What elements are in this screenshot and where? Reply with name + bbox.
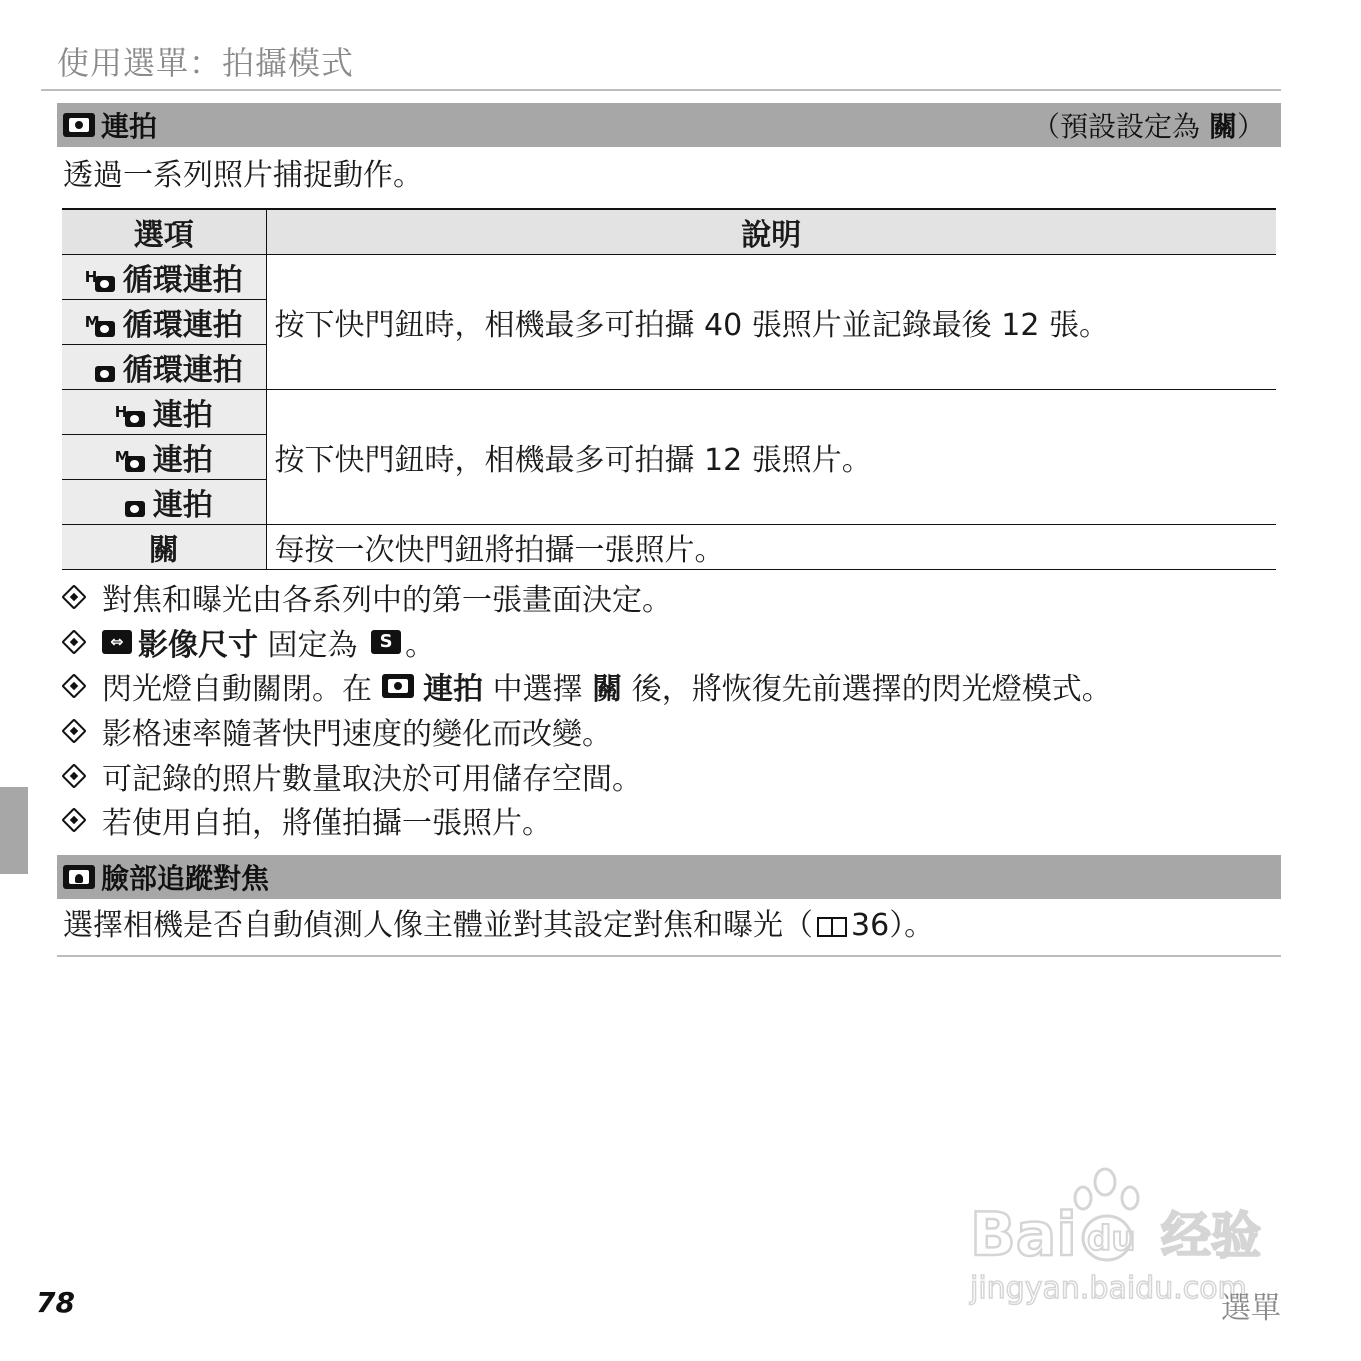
burst-m-icon: M xyxy=(115,450,145,472)
note-bullet-icon xyxy=(64,632,84,652)
watermark-du: du xyxy=(1087,1219,1136,1259)
option-cell: 關 xyxy=(62,525,266,570)
face-detection-description: 選擇相機是否自動偵測人像主體並對其設定對焦和曝光（ 36）。 xyxy=(63,908,935,943)
side-tab-marker xyxy=(0,787,28,874)
note-item: 影格速率隨著快門速度的變化而改變。 xyxy=(64,709,1112,754)
burst-h-icon: H xyxy=(115,405,145,427)
page-header-title: 使用選單：拍攝模式 xyxy=(57,44,355,82)
option-cell: M 循環連拍 xyxy=(62,300,266,345)
continuous-options-table xyxy=(62,208,1276,570)
size-s-icon: S xyxy=(371,630,401,654)
table-row xyxy=(62,525,1276,570)
table-header-row xyxy=(62,209,1276,255)
note-bullet-icon xyxy=(64,766,84,786)
description-cell: 按下快門鈕時，相機最多可拍攝 40 張照片並記錄最後 12 張。 xyxy=(266,255,1276,390)
face-detection-section-title: 臉部追蹤對焦 xyxy=(101,862,270,895)
face-detection-section-bar xyxy=(57,855,1281,899)
continuous-section-bar xyxy=(57,103,1281,147)
continuous-default-setting: （預設設定為 關） xyxy=(1032,110,1265,143)
header-divider xyxy=(41,89,1281,91)
watermark-bai: Bai xyxy=(970,1200,1077,1270)
loop-burst-h-icon: H xyxy=(85,270,115,292)
loop-burst-m-icon: M xyxy=(85,315,115,337)
continuous-section-title: 連拍 xyxy=(101,110,158,143)
continuous-notes-list xyxy=(64,575,1112,843)
option-cell: 連拍 xyxy=(62,480,266,525)
note-item: 可記錄的照片數量取決於可用儲存空間。 xyxy=(64,753,1112,798)
note-item: ⇔ 影像尺寸 固定為 S 。 xyxy=(64,620,1112,665)
watermark-url: jingyan.baidu.com xyxy=(970,1271,1247,1306)
image-size-icon: ⇔ xyxy=(102,630,132,654)
bottom-divider xyxy=(57,955,1281,957)
option-cell: H 循環連拍 xyxy=(62,255,266,300)
footer-section-label: 選單 xyxy=(1221,1291,1281,1326)
table-header-description: 說明 xyxy=(266,209,1276,255)
description-cell: 每按一次快門鈕將拍攝一張照片。 xyxy=(266,525,1276,570)
continuous-shooting-icon xyxy=(63,113,95,137)
note-bullet-icon xyxy=(64,810,84,830)
page-number: 78 xyxy=(36,1286,75,1319)
table-row xyxy=(62,390,1276,435)
note-bullet-icon xyxy=(64,676,84,696)
continuous-shooting-icon xyxy=(382,674,414,698)
burst-l-icon xyxy=(115,495,145,517)
table-row xyxy=(62,255,1276,300)
option-cell: M 連拍 xyxy=(62,435,266,480)
face-detection-icon xyxy=(63,865,95,889)
note-bullet-icon xyxy=(64,721,84,741)
loop-burst-l-icon xyxy=(85,360,115,382)
watermark-jingyan: 经验 xyxy=(1161,1207,1261,1265)
note-bullet-icon xyxy=(64,587,84,607)
option-cell: 循環連拍 xyxy=(62,345,266,390)
table-header-option: 選項 xyxy=(62,209,266,255)
note-item: 若使用自拍，將僅拍攝一張照片。 xyxy=(64,798,1112,843)
book-reference-icon xyxy=(817,917,847,937)
note-item: 對焦和曝光由各系列中的第一張畫面決定。 xyxy=(64,575,1112,620)
description-cell: 按下快門鈕時，相機最多可拍攝 12 張照片。 xyxy=(266,390,1276,525)
option-cell: H 連拍 xyxy=(62,390,266,435)
continuous-intro: 透過一系列照片捕捉動作。 xyxy=(63,158,423,193)
note-item: 閃光燈自動關閉。在 連拍 中選擇 關 後，將恢復先前選擇的閃光燈模式。 xyxy=(64,664,1112,709)
